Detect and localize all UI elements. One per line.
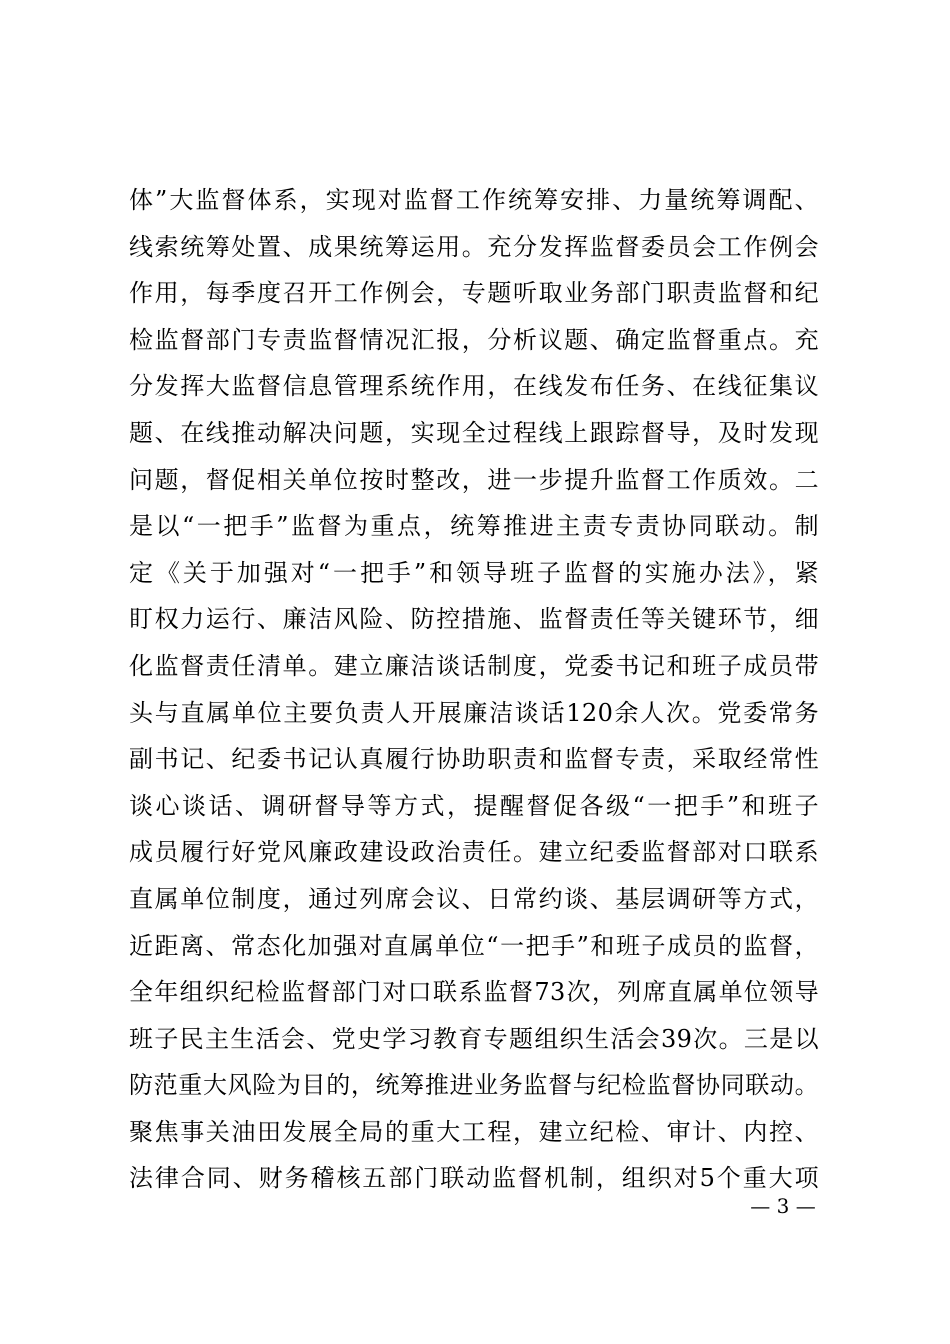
text-line: 作用，每季度召开工作例会，专题听取业务部门职责监督和纪: [129, 279, 819, 308]
text-line: 线索统筹处置、成果统筹运用。充分发挥监督委员会工作例会: [129, 232, 819, 261]
text-line: 聚焦事关油田发展全局的重大工程，建立纪检、审计、内控、: [129, 1117, 819, 1146]
text-line: 分发挥大监督信息管理系统作用，在线发布任务、在线征集议: [129, 372, 819, 401]
text-line: 防范重大风险为目的，统筹推进业务监督与纪检监督协同联动。: [129, 1071, 819, 1100]
text-line: 盯权力运行、廉洁风险、防控措施、监督责任等关键环节，细: [129, 605, 819, 634]
text-line: 直属单位制度，通过列席会议、日常约谈、基层调研等方式，: [129, 884, 819, 913]
body-text: [129, 177, 819, 1202]
text-line: 定《关于加强对“一把手”和领导班子监督的实施办法》，紧: [129, 558, 819, 587]
text-line: 班子民主生活会、党史学习教育专题组织生活会39次。三是以: [129, 1024, 819, 1053]
text-line: 检监督部门专责监督情况汇报，分析议题、确定监督重点。充: [129, 325, 819, 354]
text-line: 近距离、常态化加强对直属单位“一把手”和班子成员的监督，: [129, 931, 819, 960]
text-line: 体”大监督体系，实现对监督工作统筹安排、力量统筹调配、: [129, 186, 819, 214]
text-line: 问题，督促相关单位按时整改，进一步提升监督工作质效。二: [129, 465, 819, 494]
text-line: 化监督责任清单。建立廉洁谈话制度，党委书记和班子成员带: [129, 651, 819, 680]
text-line: 全年组织纪检监督部门对口联系监督73次，列席直属单位领导: [129, 978, 819, 1007]
text-line: 是以“一把手”监督为重点，统筹推进主责专责协同联动。制: [129, 512, 819, 541]
text-line: 题、在线推动解决问题，实现全过程线上跟踪督导，及时发现: [129, 418, 819, 447]
text-line: 谈心谈话、调研督导等方式，提醒督促各级“一把手”和班子: [129, 791, 819, 820]
text-line: 成员履行好党风廉政建设政治责任。建立纪委监督部对口联系: [129, 838, 819, 867]
text-line: 法律合同、财务稽核五部门联动监督机制，组织对5个重大项: [129, 1164, 819, 1193]
text-line: 头与直属单位主要负责人开展廉洁谈话120余人次。党委常务: [129, 698, 819, 727]
text-line: 副书记、纪委书记认真履行协助职责和监督专责，采取经常性: [129, 745, 819, 774]
page-number: — 3 —: [750, 1194, 816, 1218]
